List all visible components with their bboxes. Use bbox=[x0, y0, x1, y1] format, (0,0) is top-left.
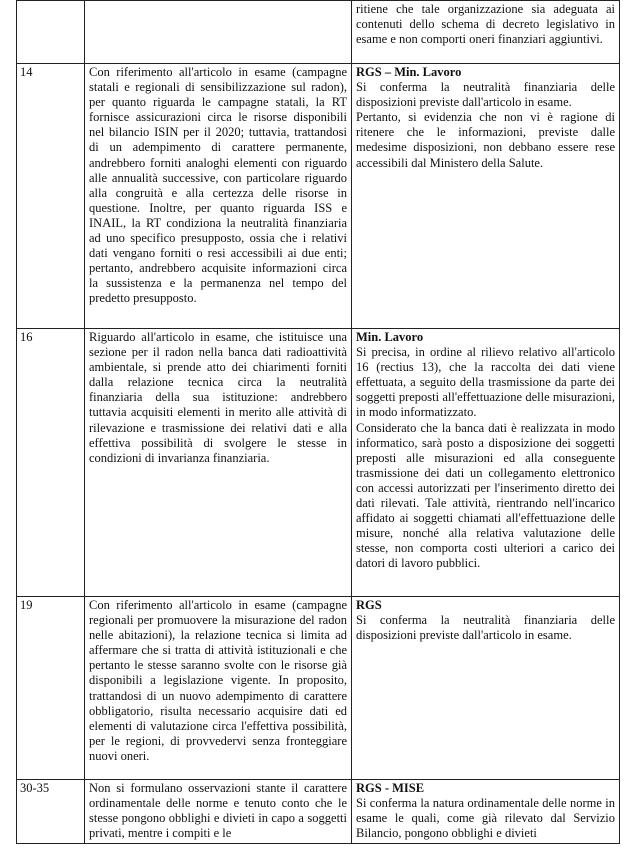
article-number: 19 bbox=[17, 597, 85, 780]
observation-text: Non si formulano osservazioni stante il carattere ordinamentale delle norme e tenuto conto che le stesse pongono obblighi e divieti in capo a soggetti privati, mentre i compiti e le bbox=[85, 780, 352, 844]
table-row bbox=[17, 1, 620, 64]
observation-text: Con riferimento all'articolo in esame (campagne statali e regionali di sensibilizzazione sul radon), per quanto riguarda le campagne statali, la RT fornisce assicurazioni circa le risorse disponibili nel bilancio ISIN per il 2020; tuttavia, trattandosi di un adempimento di carattere permanente, andrebbero forniti analoghi elementi con riguardo alle annualità successive, con particolare riguardo alla congruità e alla certezza delle risorse in questione. Inoltre, per quanto riguarda ISS e INAIL, la RT condiziona la neutralità finanziaria ad uno specifico presupposto, ossia che i relativi dati vengano forniti o resi accessibili ai due enti; pertanto, andrebbero acquisite informazioni circa la sussistenza e la permanenza nel tempo del predetto presupposto. bbox=[85, 64, 352, 329]
response-paragraph: Considerato che la banca dati è realizzata in modo informatico, sarà posto a disposizione dei soggetti preposti alle misurazioni ed alla conseguente trasmissione dei dati un collegamento elettronico con accessi autorizzati per l'inserimento diretto dei dati rilevati. Tale attività, rientrando nell'incarico affidato ai soggetti chiamati all'effettuazione delle misure, nonché alla relativa valutazione delle stesse, non comporta costi ulteriori a carico dei datori di lavoro pubblici. bbox=[356, 420, 615, 571]
response-heading: RGS - MISE bbox=[356, 781, 425, 795]
response-paragraph: Si precisa, in ordine al rilievo relativo all'articolo 16 (rectius 13), che la raccolta dei dati viene effettuata, a seguito della trasmissione da parte dei soggetti preposti all'effettuazione delle misurazioni, in modo informatizzato. bbox=[356, 345, 615, 420]
response-cell bbox=[352, 1, 620, 64]
response-heading: Min. Lavoro bbox=[356, 330, 424, 344]
document-table bbox=[16, 0, 620, 844]
article-number: 14 bbox=[17, 64, 85, 329]
response-paragraph: Si conferma la natura ordinamentale delle norme in esame le quali, come già rilevato dal Servizio Bilancio, pongono obblighi e divieti bbox=[356, 796, 615, 841]
response-cell bbox=[352, 780, 620, 844]
response-cell bbox=[352, 329, 620, 597]
article-number: 30-35 bbox=[17, 780, 85, 844]
response-paragraph: Si conferma la neutralità finanziaria delle disposizioni previste dall'articolo in esame. bbox=[356, 613, 615, 643]
article-number bbox=[17, 1, 85, 64]
table-row bbox=[17, 64, 620, 329]
observation-text: Riguardo all'articolo in esame, che istituisce una sezione per il radon nella banca dati radioattività ambientale, si prende atto dei chiarimenti forniti dalla relazione tecnica circa la neutralità finanziaria della sua istituzione: andrebbero tuttavia acquisiti elementi in merito alle attività di rilevazione e trasmissione dei relativi dati e alla effettiva possibilità di svolgere le stesse in condizioni di invarianza finanziaria. bbox=[85, 329, 352, 597]
response-heading: RGS – Min. Lavoro bbox=[356, 65, 462, 79]
table-row bbox=[17, 597, 620, 780]
response-paragraph: Si conferma la neutralità finanziaria delle disposizioni previste dall'articolo in esame. bbox=[356, 80, 615, 110]
response-cell bbox=[352, 64, 620, 329]
table-row bbox=[17, 780, 620, 844]
observation-text: Con riferimento all'articolo in esame (campagne regionali per promuovere la misurazione del radon nelle abitazioni), la relazione tecnica si limita ad affermare che si tratta di attività istituzionali e che pertanto le stesse saranno svolte con le risorse già disponibili a legislazione vigente. In proposito, trattandosi di un nuovo adempimento di carattere obbligatorio, risulta necessario acquisire dati ed elementi di valutazione circa l'effettiva possibilità, per le regioni, di provvedervi senza fronteggiare nuovi oneri. bbox=[85, 597, 352, 780]
article-number: 16 bbox=[17, 329, 85, 597]
response-paragraph: ritiene che tale organizzazione sia adeguata ai contenuti dello schema di decreto legislativo in esame e non comporti oneri finanziari aggiuntivi. bbox=[356, 2, 615, 47]
table-row bbox=[17, 329, 620, 597]
response-cell bbox=[352, 597, 620, 780]
observation-text bbox=[85, 1, 352, 64]
response-paragraph: Pertanto, si evidenzia che non vi è ragione di ritenere che le informazioni, previste dalle medesime disposizioni, non debbano essere rese accessibili dal Ministero della Salute. bbox=[356, 110, 615, 170]
response-heading: RGS bbox=[356, 598, 382, 612]
